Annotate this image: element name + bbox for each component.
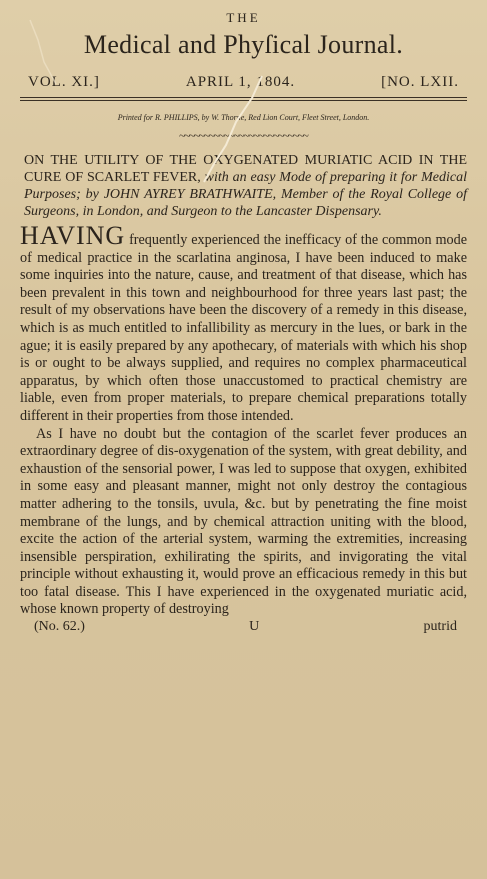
printer-imprint: Printed for R. PHILLIPS, by W. Thorne, Red Lion Court, Fleet Street, London. [117,113,370,122]
sheet-number: (No. 62.) [34,619,85,635]
journal-title: Medical and Phyſical Journal. [83,30,404,59]
catchword: putrid [423,619,457,635]
drop-cap: HAVING [20,221,126,250]
paragraph-1 [20,221,467,426]
header-rule [20,97,467,101]
page-footer [20,619,467,635]
issue-date: APRIL 1, 1804. [185,74,296,90]
masthead-the: THE [226,10,261,25]
ornament-divider: ~~~~~~~~~~~~~~~~~~~~~~~~~~ [179,130,308,142]
article-heading [20,152,467,220]
issue-number: [NO. LXII. [381,74,459,90]
paragraph-1-text: frequently experienced the inefficacy of the common mode of medical practice in the scarlatina anginosa, I have been induced to make some inquiries into the nature, cause, and treatment of that disease, which has been prevalent in this town and neighbourhood for three years last past; the result of my observations have been the discovery of a remedy in this disease, which is as much entitled to infallibility as mercury in the lues, or bark in the ague; it is easily prepared by any apothecary, of materials with which his shop is or ought to be always supplied, and requires no complex pharmaceutical apparatus, by which often those unaccustomed to practical chemistry are liable, even from proper materials, to prepare chemical preparations totally different in their properties from those intended. [20,232,467,424]
issue-line [20,74,467,91]
article-body [20,221,467,619]
signature-mark: U [249,619,260,635]
article-heading-title: ON THE UTILITY OF THE OXYGENATED MURIATIC ACID IN THE CURE OF SCARLET FEVER, [24,153,467,185]
volume-number: VOL. XI.] [28,74,100,90]
article-heading-author: with an easy Mode of preparing it for Medical Purposes; by JOHN AYREY BRATHWAITE, Member of the Royal College of Surgeons, in London, and Surgeon to the Lancaster Dispensary. [24,170,467,219]
paragraph-2: As I have no doubt but the contagion of the scarlet fever produces an extraordinary degree of dis-oxygenation of the system, with great debility, and exhaustion of the sensorial power, I was led to suppose that oxygen, exhibited in some easy and pleasant manner, might not only destroy the contagious matter adhering to the tonsils, uvula, &c. but by penetrating the fine moist membrane of the lungs, and by chemical attraction uniting with the blood, excite the action of the arterial system, warming the extremities, increasing insensible perspiration, exhilirating the spirits, and invigorating the vital principle without exhausting it, would prove an efficacious remedy in this but too fatal disease. This I have experienced in the oxygenated muriatic acid, whose known property of destroying [20,425,467,618]
